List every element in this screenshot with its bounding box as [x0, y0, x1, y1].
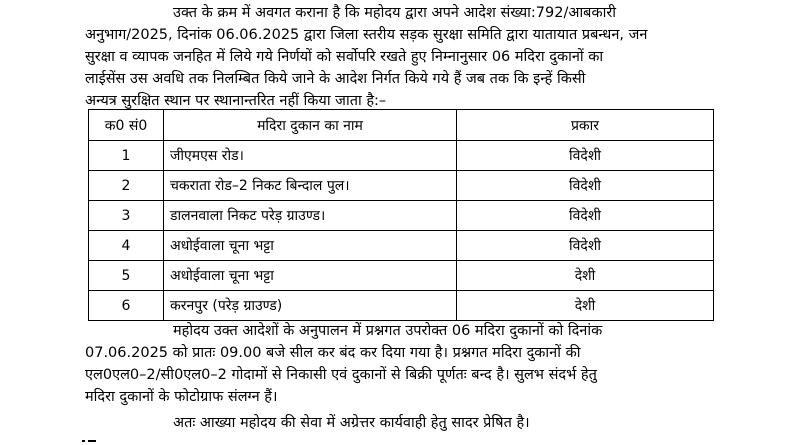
cell-shop-name: करनपुर (परेड़ ग्राउण्ड)	[164, 291, 457, 321]
table-row	[89, 291, 714, 321]
table-header-row	[89, 110, 714, 141]
cell-serial-no: 3	[89, 201, 164, 231]
cut-off-text-mark	[82, 436, 96, 445]
cell-serial-no: 5	[89, 261, 164, 291]
table-row	[89, 171, 714, 201]
cell-serial-no: 1	[89, 141, 164, 171]
table-row	[89, 261, 714, 291]
compliance-line-4: मदिरा दुकानों के फोटोग्राफ संलग्न हैं।	[85, 389, 278, 405]
cell-shop-type: देशी	[457, 291, 714, 321]
closing-paragraph	[85, 412, 720, 434]
intro-paragraph	[85, 2, 720, 112]
cell-serial-no: 2	[89, 171, 164, 201]
intro-line-2: अनुभाग/2025, दिनांक 06.06.2025 द्वारा जिला स्तरीय सड़क सुरक्षा समिति द्वारा यातायात प्रबन्धन, जन	[85, 27, 648, 43]
header-shop-type: प्रकार	[457, 110, 714, 141]
cell-shop-name: चकराता रोड–2 निकट बिन्दाल पुल।	[164, 171, 457, 201]
table-row	[89, 201, 714, 231]
cell-shop-type: विदेशी	[457, 141, 714, 171]
table-row	[89, 231, 714, 261]
table-row	[89, 141, 714, 171]
cell-shop-name: अधोईवाला चूना भट्टा	[164, 261, 457, 291]
header-shop-name: मदिरा दुकान का नाम	[164, 110, 457, 141]
compliance-line-2: 07.06.2025 को प्रातः 09.00 बजे सील कर बंद कर दिया गया है। प्रश्नगत मदिरा दुकानों की	[85, 345, 581, 361]
liquor-shops-table	[88, 109, 714, 321]
cell-shop-type: विदेशी	[457, 231, 714, 261]
intro-line-3: सुरक्षा व व्यापक जनहित में लिये गये निर्णयों को सर्वोपरि रखते हुए निम्नानुसार 06 मदिरा दुकानों का	[85, 49, 604, 65]
compliance-line-3: एल0एल0–2/सी0एल0–2 गोदामों से निकासी एवं दुकानों से बिक्री पूर्णतः बन्द है। सुलभ संदर्भ हेतु	[85, 367, 597, 383]
compliance-paragraph	[85, 320, 720, 408]
cell-shop-name: डालनवाला निकट परेड़ ग्राउण्ड।	[164, 201, 457, 231]
intro-line-1: उक्त के क्रम में अवगत कराना है कि महोदय द्वारा अपने आदेश संख्या:792/आबकारी	[173, 5, 617, 21]
compliance-line-1: महोदय उक्त आदेशों के अनुपालन में प्रश्नगत उपरोक्त 06 मदिरा दुकानों को दिनांक	[173, 323, 603, 339]
cell-shop-type: विदेशी	[457, 201, 714, 231]
header-serial-no: क0 सं0	[89, 110, 164, 141]
cell-shop-name: जीएमएस रोड।	[164, 141, 457, 171]
cell-shop-name: अधोईवाला चूना भट्टा	[164, 231, 457, 261]
cell-shop-type: विदेशी	[457, 171, 714, 201]
cell-serial-no: 6	[89, 291, 164, 321]
closing-line: अतः आख्या महोदय की सेवा में अग्रेत्तर कार्यवाही हेतु सादर प्रेषित है।	[173, 415, 530, 431]
cell-shop-type: देशी	[457, 261, 714, 291]
intro-line-5: अन्यत्र सुरक्षित स्थान पर स्थानान्तरित नहीं किया जाता है:–	[85, 93, 387, 109]
intro-line-4: लाईसेंस उस अवधि तक निलम्बित किये जाने के आदेश निर्गत किये गये हैं जब तक कि इन्हें किसी	[85, 71, 586, 87]
cell-serial-no: 4	[89, 231, 164, 261]
